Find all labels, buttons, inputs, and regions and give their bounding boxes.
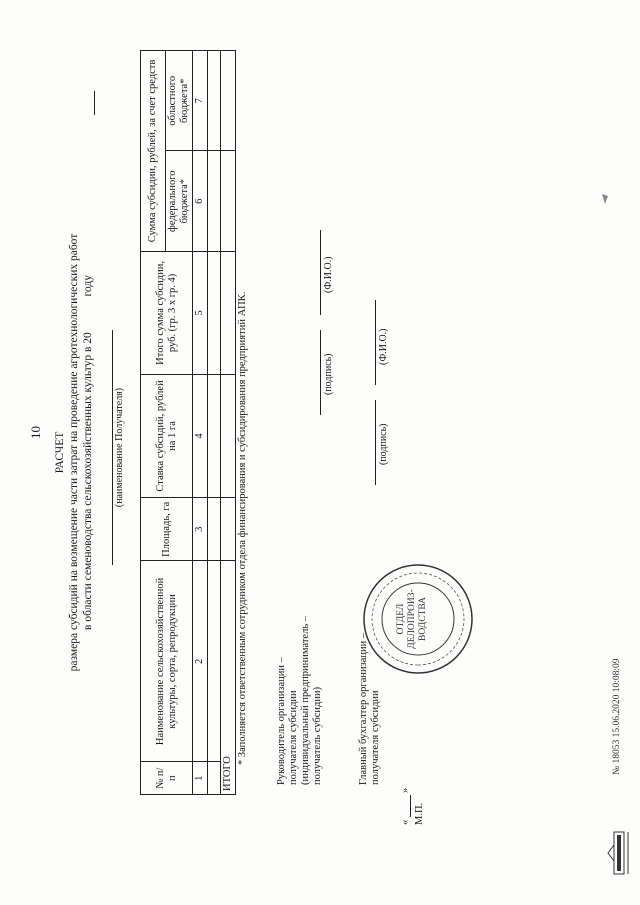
- subsidy-calculation-table: [140, 50, 236, 795]
- column-number: 2: [193, 561, 208, 762]
- column-number: 6: [193, 151, 208, 251]
- table-cell: [208, 561, 221, 762]
- column-numbers-row: [193, 51, 208, 795]
- recipient-name-line: [112, 330, 113, 565]
- table-cell: [208, 762, 221, 795]
- header-num: № п/п: [141, 762, 193, 795]
- registry-logo-icon: [606, 831, 632, 875]
- recipient-caption: (наименование Получателя): [114, 387, 125, 508]
- head-signature-caption: (подпись): [323, 353, 334, 395]
- accountant-signature-line: [375, 400, 376, 485]
- stamp-line3: ВОДСТВА: [418, 597, 428, 641]
- table-cell: [208, 151, 221, 251]
- stamp-line2: ДЕЛОПРОИЗ-: [407, 589, 417, 649]
- column-number: 7: [193, 51, 208, 151]
- table-cell: [221, 251, 236, 374]
- table-row: [208, 51, 221, 795]
- column-number: 4: [193, 374, 208, 497]
- table-cell: [208, 374, 221, 497]
- header-rate: Ставка субсидий, рублей на 1 га: [141, 374, 193, 497]
- head-name-caption: (Ф.И.О.): [323, 256, 334, 293]
- table-cell: [208, 497, 221, 561]
- column-number: 1: [193, 762, 208, 795]
- header-federal: федерального бюджета*: [166, 151, 193, 251]
- document-heading: РАСЧЕТ: [54, 431, 66, 474]
- header-sum-group: Сумма субсидии, рублей, за счет средств: [141, 51, 166, 252]
- table-cell: [221, 51, 236, 151]
- table-cell: [221, 374, 236, 497]
- organization-stamp: [362, 563, 474, 675]
- column-number: 5: [193, 251, 208, 374]
- date-day-line: [410, 795, 411, 817]
- table-cell: [221, 497, 236, 561]
- stamp-center-text: [396, 563, 429, 675]
- scan-speck-icon: [600, 193, 610, 205]
- accountant-label-line1: Главный бухгалтер организации –: [358, 632, 369, 785]
- title-line2-prefix: в области семеноводства сельскохозяйственных культур в 20: [82, 332, 94, 630]
- header-regional: областного бюджета*: [166, 51, 193, 151]
- year-blank-line: [94, 91, 95, 115]
- table-total-row: [221, 51, 236, 795]
- stamp-line1: ОТДЕЛ: [396, 603, 406, 635]
- accountant-name-line: [375, 300, 376, 385]
- head-label-line2: получателя субсидии: [288, 690, 299, 785]
- column-number: 3: [193, 497, 208, 561]
- page-number: 10: [28, 426, 43, 439]
- head-signature-line: [320, 330, 321, 415]
- title-line2-suffix: году: [82, 275, 94, 297]
- document-title-line1: размера субсидий на возмещение части затрат на проведение агротехнологических работ: [68, 233, 80, 672]
- seal-label: М.П.: [414, 802, 425, 825]
- header-crop: Наименование сельскохозяйственной культуры, сорта, репродукции: [141, 561, 193, 762]
- accountant-name-caption: (Ф.И.О.): [378, 328, 389, 365]
- table-cell: [208, 51, 221, 151]
- head-name-line: [320, 230, 321, 315]
- table-cell: [221, 151, 236, 251]
- document-title-line2: [82, 0, 95, 905]
- accountant-signature-caption: (подпись): [378, 423, 389, 465]
- date-close-quote: »: [400, 787, 411, 793]
- accountant-label-line2: получателя субсидии: [370, 690, 381, 785]
- header-total: Итого сумма субсидии, руб. (гр. 3 x гр. 4): [141, 251, 193, 374]
- head-label-line3: (индивидуальный предприниматель –: [300, 616, 311, 785]
- table-cell: [208, 251, 221, 374]
- registry-note: № 18053 15.06.2020 10:08:09: [612, 658, 622, 775]
- head-label-line4: получатель субсидии): [312, 686, 323, 785]
- header-area: Площадь, га: [141, 497, 193, 561]
- head-label-line1: Руководитель организации –: [276, 657, 287, 785]
- total-row-label: ИТОГО: [221, 561, 236, 795]
- footnote: * Заполняется ответственным сотрудником отдела финансирования и субсидирования предприятий АПК.: [237, 291, 248, 765]
- table-header-row: [141, 51, 166, 795]
- date-open-quote: «: [400, 819, 411, 825]
